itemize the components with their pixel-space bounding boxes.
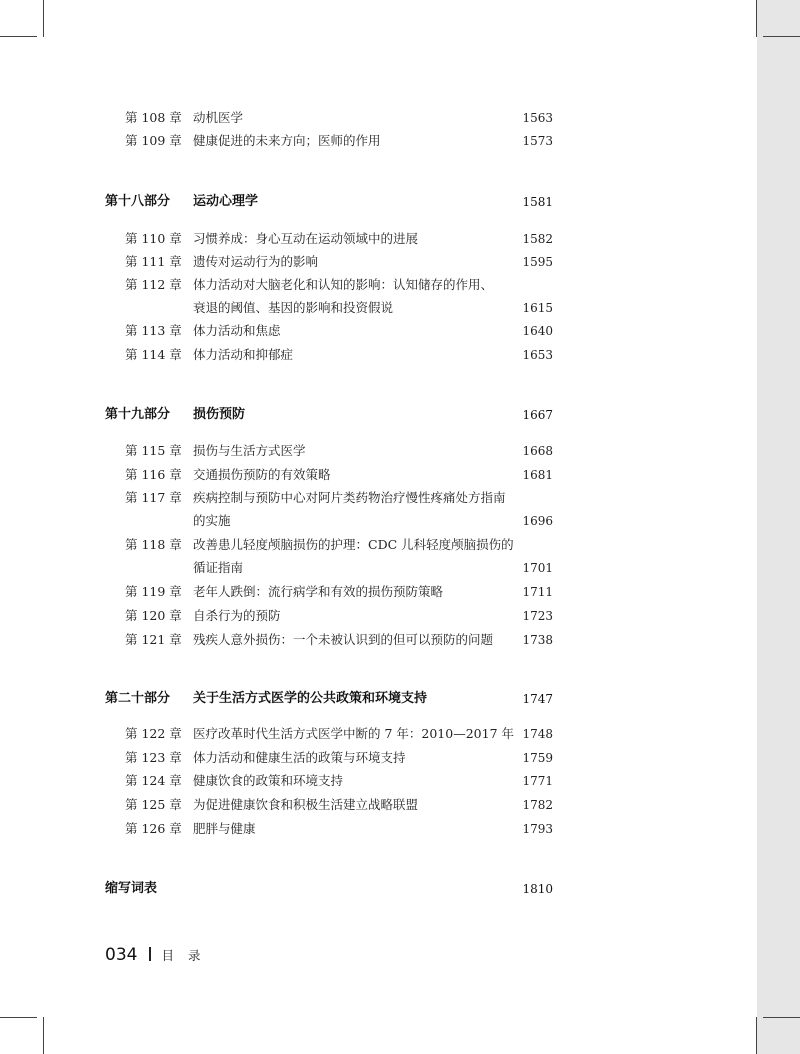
toc-entry-title: 体力活动对大脑老化和认知的影响：认知储存的作用、 (193, 277, 494, 292)
toc-entry-number: 缩写词表 (105, 881, 158, 896)
toc-chapter-entry (0, 818, 800, 840)
toc-chapter-entry (0, 344, 800, 366)
toc-entry-number: 第 121 章 (125, 632, 182, 647)
toc-entry-title: 肥胖与健康 (193, 821, 256, 836)
toc-entry-number: 第 108 章 (125, 110, 182, 125)
toc-entry-title: 体力活动和抑郁症 (193, 347, 294, 362)
toc-entry-title: 疾病控制与预防中心对阿片类药物治疗慢性疼痛处方指南 (193, 490, 506, 505)
toc-entry-title: 遗传对运动行为的影响 (193, 254, 319, 269)
toc-chapter-entry (0, 629, 800, 651)
toc-entry-page: 1723 (522, 609, 553, 623)
crop-mark (756, 1017, 757, 1054)
toc-entry-page: 1667 (522, 408, 553, 422)
toc-entry-number: 第 124 章 (125, 773, 182, 788)
toc-entry-number: 第 118 章 (125, 537, 182, 552)
toc-entry-page: 1681 (522, 468, 553, 482)
toc-entry-title: 循证指南 (193, 560, 244, 575)
toc-chapter-entry (0, 130, 800, 152)
toc-entry-page: 1748 (522, 727, 553, 741)
toc-entry-title: 动机医学 (193, 110, 244, 125)
toc-entry-title: 健康促进的未来方向；医师的作用 (193, 133, 381, 148)
toc-entry-title: 损伤与生活方式医学 (193, 443, 306, 458)
toc-part-entry (0, 688, 800, 710)
toc-entry-title: 习惯养成：身心互动在运动领域中的进展 (193, 231, 419, 246)
toc-entry-title: 关于生活方式医学的公共政策和环境支持 (193, 691, 428, 706)
toc-entry-number: 第 111 章 (125, 254, 182, 269)
toc-chapter-entry (0, 770, 800, 792)
toc-entry-number: 第 122 章 (125, 726, 182, 741)
toc-entry-page: 1759 (522, 751, 553, 765)
toc-entry-number: 第 120 章 (125, 608, 182, 623)
page-footer (105, 944, 214, 966)
toc-chapter-entry (0, 320, 800, 342)
toc-chapter-entry (0, 440, 800, 462)
toc-chapter-entry (0, 557, 800, 579)
toc-entry-title: 为促进健康饮食和积极生活建立战略联盟 (193, 797, 419, 812)
toc-entry-page: 1640 (522, 324, 553, 338)
toc-entry-title: 残疾人意外损伤：一个未被认识到的但可以预防的问题 (193, 632, 494, 647)
toc-entry-page: 1738 (522, 633, 553, 647)
toc-part-entry (0, 404, 800, 426)
toc-entry-number: 第十八部分 (105, 194, 171, 209)
toc-entry-page: 1747 (522, 692, 553, 706)
toc-chapter-entry (0, 464, 800, 486)
crop-mark (763, 1017, 800, 1018)
crop-mark (43, 1017, 44, 1054)
toc-entry-page: 1581 (522, 195, 553, 209)
toc-entry-number: 第 116 章 (125, 467, 182, 482)
toc-entry-page: 1771 (522, 774, 553, 788)
toc-entry-page: 1701 (522, 561, 553, 575)
toc-entry-title: 体力活动和焦虑 (193, 323, 281, 338)
toc-chapter-entry (0, 581, 800, 603)
toc-entry-number: 第二十部分 (105, 691, 171, 706)
crop-mark (763, 36, 800, 37)
crop-mark (43, 0, 44, 37)
page-number: 034 (105, 945, 138, 965)
crop-mark (0, 36, 37, 37)
toc-entry-number: 第 125 章 (125, 797, 182, 812)
toc-entry-page: 1696 (522, 514, 553, 528)
toc-entry-page: 1782 (522, 798, 553, 812)
toc-entry-title: 健康饮食的政策和环境支持 (193, 773, 344, 788)
toc-chapter-entry (0, 107, 800, 129)
toc-entry-title: 医疗改革时代生活方式医学中断的 7 年：2010—2017 年 (193, 726, 514, 741)
footer-separator (149, 947, 151, 961)
toc-chapter-entry (0, 251, 800, 273)
toc-entry-number: 第 117 章 (125, 490, 182, 505)
toc-entry-number: 第 109 章 (125, 133, 182, 148)
toc-entry-page: 1653 (522, 348, 553, 362)
toc-entry-page: 1573 (522, 134, 553, 148)
toc-chapter-entry (0, 228, 800, 250)
toc-entry-number: 第 115 章 (125, 443, 182, 458)
toc-glossary-entry (0, 878, 800, 900)
running-head: 目录 (161, 948, 215, 963)
toc-entry-page: 1668 (522, 444, 553, 458)
toc-entry-number: 第 123 章 (125, 750, 182, 765)
toc-entry-page: 1711 (522, 585, 553, 599)
toc-part-entry (0, 191, 800, 213)
toc-entry-title: 自杀行为的预防 (193, 608, 281, 623)
toc-entry-page: 1615 (522, 301, 553, 315)
toc-entry-page: 1595 (522, 255, 553, 269)
toc-chapter-entry (0, 297, 800, 319)
toc-entry-page: 1582 (522, 232, 553, 246)
toc-chapter-entry (0, 510, 800, 532)
toc-entry-title: 体力活动和健康生活的政策与环境支持 (193, 750, 406, 765)
toc-entry-page: 1810 (522, 882, 553, 896)
toc-entry-title: 损伤预防 (193, 407, 246, 422)
toc-entry-page: 1793 (522, 822, 553, 836)
toc-chapter-entry (0, 723, 800, 745)
crop-mark (0, 1017, 37, 1018)
toc-entry-number: 第 112 章 (125, 277, 182, 292)
toc-entry-page: 1563 (522, 111, 553, 125)
toc-entry-number: 第 110 章 (125, 231, 182, 246)
toc-entry-title: 运动心理学 (193, 194, 259, 209)
toc-entry-number: 第十九部分 (105, 407, 171, 422)
toc-entry-number: 第 119 章 (125, 584, 182, 599)
toc-chapter-entry (0, 274, 800, 296)
toc-entry-title: 衰退的阈值、基因的影响和投资假说 (193, 300, 394, 315)
toc-chapter-entry (0, 487, 800, 509)
toc-entry-number: 第 126 章 (125, 821, 182, 836)
toc-entry-title: 交通损伤预防的有效策略 (193, 467, 331, 482)
toc-chapter-entry (0, 747, 800, 769)
crop-mark (756, 0, 757, 37)
toc-entry-number: 第 113 章 (125, 323, 182, 338)
toc-chapter-entry (0, 794, 800, 816)
toc-entry-title: 的实施 (193, 513, 231, 528)
toc-entry-title: 老年人跌倒：流行病学和有效的损伤预防策略 (193, 584, 444, 599)
toc-entry-number: 第 114 章 (125, 347, 182, 362)
toc-chapter-entry (0, 534, 800, 556)
toc-entry-title: 改善患儿轻度颅脑损伤的护理：CDC 儿科轻度颅脑损伤的 (193, 537, 514, 552)
toc-chapter-entry (0, 605, 800, 627)
